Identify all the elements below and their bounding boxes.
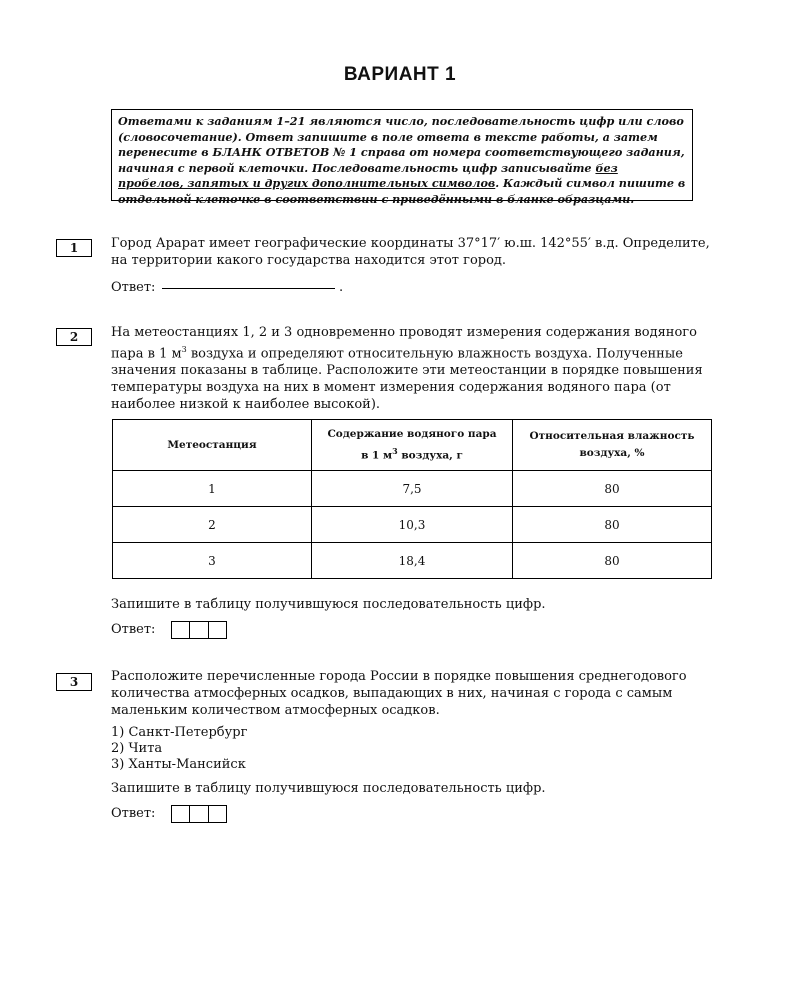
instructions-box — [111, 109, 693, 206]
instructions-text: Ответами к заданиям 1–21 являются число, последовательность цифр или слово (словосочетание). Ответ запишите в поле ответа в тексте работы, а затем перенесите в БЛАНК ОТВЕТОВ № 1 справа от номера соответствующего задания, начиная с первой клеточки. Последовательность цифр записывайте — [118, 114, 685, 175]
task-2-number: 2 — [56, 328, 92, 346]
task-2-text-end: воздуха и определяют относительную влажность воздуха. Полученные значения показаны в таблице. Расположите эти метеостанции в порядке повышения температуры воздуха на них в момент измерения содержания водяного пара (от наиболее низкой к наиболее высокой). — [111, 346, 703, 413]
task-2-sup: 3 — [181, 345, 187, 354]
task-3-instruction: Запишите в таблицу получившуюся последовательность цифр. — [111, 781, 546, 796]
task-3-number: 3 — [56, 673, 92, 691]
instructions-text-end: . Каждый символ пишите в отдельной клеточке в соответствии с приведёнными в бланке образцами. — [118, 176, 686, 206]
answer-cell[interactable] — [190, 622, 208, 638]
table-header-humidity-line1: Относительная влажность — [529, 430, 695, 442]
task-1-answer-field[interactable] — [162, 288, 335, 289]
table-row — [113, 543, 712, 579]
task-2-text-start: На метеостанциях 1, 2 и 3 одновременно проводят измерения содержания водяного пара в 1 м — [111, 325, 697, 362]
table-header-water — [312, 420, 513, 471]
answer-cell[interactable] — [190, 806, 208, 822]
task-2-table — [112, 419, 712, 579]
table-cell-humidity: 80 — [513, 507, 712, 543]
variant-title: ВАРИАНТ 1 — [343, 64, 457, 85]
table-cell-water: 18,4 — [312, 543, 513, 579]
table-header-water-line2-post: воздуха, г — [397, 449, 463, 462]
task-3-option: 3) Ханты-Мансийск — [111, 757, 246, 772]
table-header-water-line1: Содержание водяного пара — [327, 427, 497, 440]
table-header-station: Метеостанция — [113, 420, 312, 471]
table-cell-station: 3 — [113, 543, 312, 579]
table-row — [113, 471, 712, 507]
table-header-humidity-line2: воздуха, % — [579, 447, 645, 459]
table-cell-station: 2 — [113, 507, 312, 543]
task-3-text: Расположите перечисленные города России в порядке повышения среднегодового количества атмосферных осадков, выпадающих в них, начиная с города с самым маленьким количеством атмосферных осадков. — [111, 669, 687, 718]
task-1-answer-end: . — [339, 280, 344, 295]
answer-cell[interactable] — [172, 622, 190, 638]
task-2-text — [111, 324, 711, 413]
task-3-answer-cells[interactable] — [171, 805, 227, 823]
answer-cell[interactable] — [209, 622, 226, 638]
task-3-option: 2) Чита — [111, 741, 163, 756]
table-cell-water: 10,3 — [312, 507, 513, 543]
answer-cell[interactable] — [172, 806, 190, 822]
task-2-answer-label: Ответ: — [111, 622, 156, 637]
task-1-text: Город Арарат имеет географические координаты 37°17′ ю.ш. 142°55′ в.д. Определите, на территории какого государства находится этот город. — [111, 236, 710, 268]
instructions-underlined: без пробелов, запятых и других дополнительных символов — [118, 160, 618, 191]
table-row — [113, 507, 712, 543]
task-1-answer-label: Ответ: — [111, 280, 156, 295]
table-header-humidity — [513, 420, 712, 471]
table-header-row — [113, 420, 712, 471]
task-2-answer-cells[interactable] — [171, 621, 227, 639]
task-2-instruction: Запишите в таблицу получившуюся последовательность цифр. — [111, 597, 546, 612]
table-cell-water: 7,5 — [312, 471, 513, 507]
table-cell-humidity: 80 — [513, 543, 712, 579]
table-header-water-sup: 3 — [392, 445, 398, 456]
answer-cell[interactable] — [209, 806, 226, 822]
task-1-number: 1 — [56, 239, 92, 257]
table-header-water-line2-pre: в 1 м — [361, 449, 393, 462]
task-3-answer-label: Ответ: — [111, 806, 156, 821]
table-cell-station: 1 — [113, 471, 312, 507]
task-3-option: 1) Санкт-Петербург — [111, 725, 248, 740]
table-cell-humidity: 80 — [513, 471, 712, 507]
